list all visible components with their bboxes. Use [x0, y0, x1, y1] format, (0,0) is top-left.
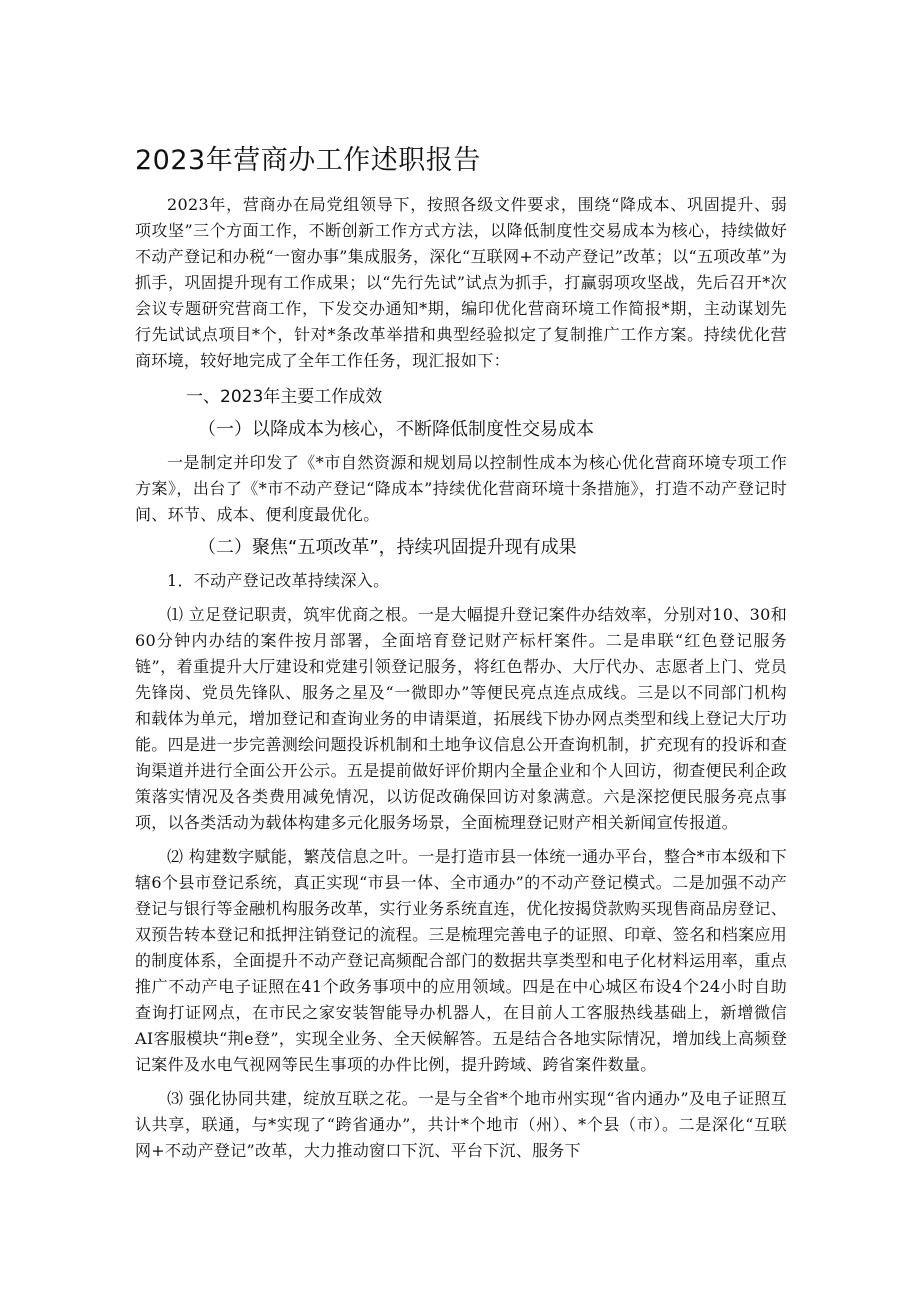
- paragraph-collaboration: ⑶ 强化协同共建，绽放互联之花。一是与全省*个地市州实现“省内通办”及电子证照互认共享，联通，与*实现了“跨省通办”，共计*个地市（州）、*个县（市）。二是深化“互联网+不动产登记”改革，大力推动窗口下沉、平台下沉、服务下: [135, 1089, 787, 1160]
- reduce-cost-paragraph: 一是制定并印发了《*市自然资源和规划局以控制性成本为核心优化营商环境专项工作方案》，出台了《*市不动产登记“降成本”持续优化营商环境十条措施》，打造不动产登记时间、环节、成本、便利度最优化。: [135, 453, 787, 524]
- paragraph-digital-empowerment: ⑵ 构建数字赋能，繁茂信息之叶。一是打造市县一体统一通办平台，整合*市本级和下辖6个县市登记系统，真正实现“市县一体、全市通办”的不动产登记模式。二是加强不动产登记与银行等金融机构服务改革，实行业务系统直连，优化按揭贷款购买现售商品房登记、双预告转本登记和抵押注销登记的流程。三是梳理完善电子的证照、印章、签名和档案应用的制度体系，全面提升不动产登记高频配合部门的数据共享类型和电子化材料运用率，重点推广不动产电子证照在41个政务事项中的应用领域。四是在中心城区布设4个24小时自助查询打证网点，在市民之家安装智能导办机器人，在目前人工客服热线基础上，新增微信AI客服模块“荆e登”，实现全业务、全天候解答。五是结合各地实际情况，增加线上高频登记案件及水电气视网等民生事项的办件比例，提升跨域、跨省案件数量。: [135, 847, 788, 1074]
- subsection-heading-five-reforms: （二）聚焦“五项改革”，持续巩固提升现有成果: [198, 537, 577, 558]
- subsection-heading-reduce-cost: （一）以降成本为核心，不断降低制度性交易成本: [198, 419, 594, 440]
- document-page: [135, 142, 787, 1164]
- intro-paragraph: 2023年，营商办在局党组领导下，按照各级文件要求，围绕“降成本、巩固提升、弱项攻坚”三个方面工作，不断创新工作方式方法，以降低制度性交易成本为核心，持续做好不动产登记和办税“一窗办事”集成服务，深化“互联网+不动产登记”改革；以“五项改革”为抓手，巩固提升现有工作成果；以“先行先试”试点为抓手，打赢弱项攻坚战，先后召开*次会议专题研究营商工作，下发交办通知*期，编印优化营商环境工作简报*期，主动谋划先行先试试点项目*个，针对*条改革举措和典型经验拟定了复制推广工作方案。持续优化营商环境，较好地完成了全年工作任务，现汇报如下：: [135, 195, 787, 370]
- item-heading-real-estate-reform: 1．不动产登记改革持续深入。: [167, 571, 390, 590]
- section-heading-main-achievements: 一、2023年主要工作成效: [186, 387, 383, 407]
- document-title: 2023年营商办工作述职报告: [135, 145, 481, 176]
- paragraph-registration-duty: ⑴ 立足登记职责，筑牢优商之根。一是大幅提升登记案件办结效率，分别对10、30和60分钟内办结的案件按月部署，全面培育登记财产标杆案件。二是串联“红色登记服务链”，着重提升大厅建设和党建引领登记服务，将红色帮办、大厅代办、志愿者上门、党员先锋岗、党员先锋队、服务之星及“一微即办”等便民亮点连点成线。三是以不同部门机构和载体为单元，增加登记和查询业务的申请渠道，拓展线下协办网点类型和线上登记大厅功能。四是进一步完善测绘问题投诉机制和土地争议信息公开查询机制，扩充现有的投诉和查询渠道并进行全面公开公示。五是提前做好评价期内全量企业和个人回访，彻查便民利企政策落实情况及各类费用减免情况，以访促改确保回访对象满意。六是深挖便民服务亮点事项，以各类活动为载体构建多元化服务场景，全面梳理登记财产相关新闻宣传报道。: [135, 605, 788, 832]
